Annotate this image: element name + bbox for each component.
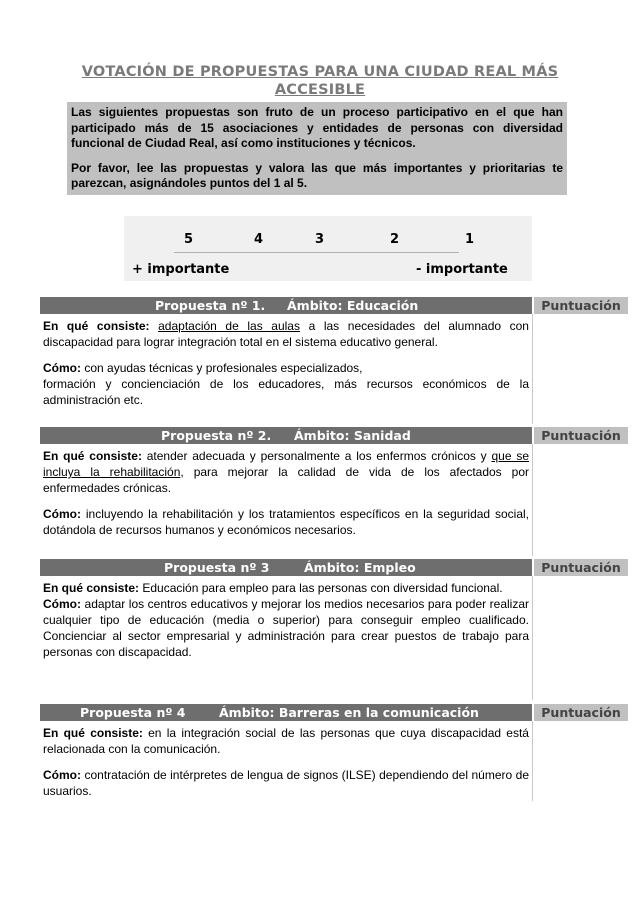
proposal-3-como-text: adaptar los centros educativos y mejorar los medios necesarios para poder realizar cualquier tipo de educación (media o superior) para conseguir empleo cualificado. Concienciar al sector empresarial y administración para crear puestos de trabajo para personas con discapacidad. <box>43 597 529 659</box>
proposal-1-area: Ámbito: Educación <box>287 298 419 313</box>
scale-number-3: 3 <box>315 232 325 247</box>
proposal-1-consiste-text: a las necesidades del alumnado con discapacidad para lograr integración total en el sistema educativo general. <box>43 319 529 349</box>
proposal-2-consiste-link: que se incluya la rehabilitación <box>43 449 529 479</box>
scale-number-1: 1 <box>465 232 475 247</box>
proposal-2-como-label: Cómo: <box>43 507 81 521</box>
proposal-2-consiste-text: atender adecuada y personalmente a los enfermos crónicos y <box>141 449 492 463</box>
proposal-1-score-cell-border <box>532 314 533 424</box>
proposal-1-number: Propuesta nº 1. <box>155 298 266 313</box>
proposal-4-number: Propuesta nº 4 <box>80 705 186 720</box>
rating-scale <box>124 216 532 281</box>
proposal-2-score-cell-border <box>532 444 533 556</box>
proposal-2-como-text: incluyendo la rehabilitación y los tratamientos específicos en la seguridad social, dotándola de recursos humanos y económicos necesarios. <box>43 507 529 537</box>
proposal-4-score-cell-border <box>532 721 533 801</box>
proposal-3-score-header: Puntuación <box>534 559 628 576</box>
scale-number-2: 2 <box>390 232 400 247</box>
proposal-4-body <box>40 725 532 799</box>
proposal-4-score-header: Puntuación <box>534 704 628 721</box>
proposal-3-number: Propuesta nº 3 <box>164 560 270 575</box>
intro-box <box>67 102 567 195</box>
proposal-4-consiste-text: en la integración social de las personas que cuya discapacidad está relacionada con la comunicación. <box>43 726 529 756</box>
proposal-3-score-cell-border <box>532 576 533 700</box>
proposal-1-body <box>40 318 532 408</box>
scale-left-label: + importante <box>132 262 230 277</box>
proposal-4-header <box>40 704 628 721</box>
proposal-3-como-label: Cómo: <box>43 597 81 611</box>
proposal-2-header <box>40 427 628 444</box>
proposal-1-consiste-link: adaptación de las aulas <box>158 319 300 333</box>
proposal-1-como-text-2: formación y concienciación de los educadores, más recursos económicos de la administración etc. <box>43 377 529 407</box>
proposal-3-consiste-text: Educación para empleo para las personas con diversidad funcional. <box>139 581 503 595</box>
proposal-1-consiste-label: En qué consiste: <box>43 319 150 333</box>
proposal-3-consiste-label: En qué consiste: <box>43 581 140 595</box>
intro-paragraph-1: Las siguientes propuestas son fruto de un proceso participativo en el que han participado más de 15 asociaciones y entidades de personas con diversidad funcional de Ciudad Real, así como instituciones y técnicos. <box>71 105 563 150</box>
proposal-4-consiste-label: En qué consiste: <box>43 726 143 740</box>
proposal-2-score-header: Puntuación <box>534 427 628 444</box>
proposal-4-area: Ámbito: Barreras en la comunicación <box>219 705 479 720</box>
proposal-2-area: Ámbito: Sanidad <box>294 428 411 443</box>
proposal-1-header <box>40 297 628 314</box>
proposal-1-como-text: con ayudas técnicas y profesionales especializados, <box>81 361 363 375</box>
proposal-2-body <box>40 448 532 538</box>
scale-number-5: 5 <box>184 232 194 247</box>
proposal-1-como-label: Cómo: <box>43 361 81 375</box>
proposal-1-score-header: Puntuación <box>534 297 628 314</box>
proposal-3-header <box>40 559 628 576</box>
scale-right-label: - importante <box>416 262 508 277</box>
scale-divider <box>174 252 459 253</box>
proposal-3-area: Ámbito: Empleo <box>304 560 416 575</box>
scale-number-4: 4 <box>254 232 264 247</box>
proposal-2-consiste-rest: , para mejorar la calidad de vida de los afectados por enfermedades crónicas. <box>43 465 529 495</box>
page-title <box>70 63 570 99</box>
proposal-3-body <box>40 580 532 660</box>
title-line-2: ACCESIBLE <box>274 82 366 98</box>
proposal-2-number: Propuesta nº 2. <box>161 428 272 443</box>
proposal-4-como-text: contratación de intérpretes de lengua de signos (ILSE) dependiendo del número de usuarios. <box>43 768 529 798</box>
intro-paragraph-2: Por favor, lee las propuestas y valora las que más importantes y prioritarias te parezcan, asignándoles puntos del 1 al 5. <box>71 160 563 190</box>
proposal-2-consiste-label: En qué consiste: <box>43 449 142 463</box>
title-line-1: VOTACIÓN DE PROPUESTAS PARA UNA CIUDAD REAL MÁS <box>81 64 559 80</box>
proposal-4-como-label: Cómo: <box>43 768 81 782</box>
